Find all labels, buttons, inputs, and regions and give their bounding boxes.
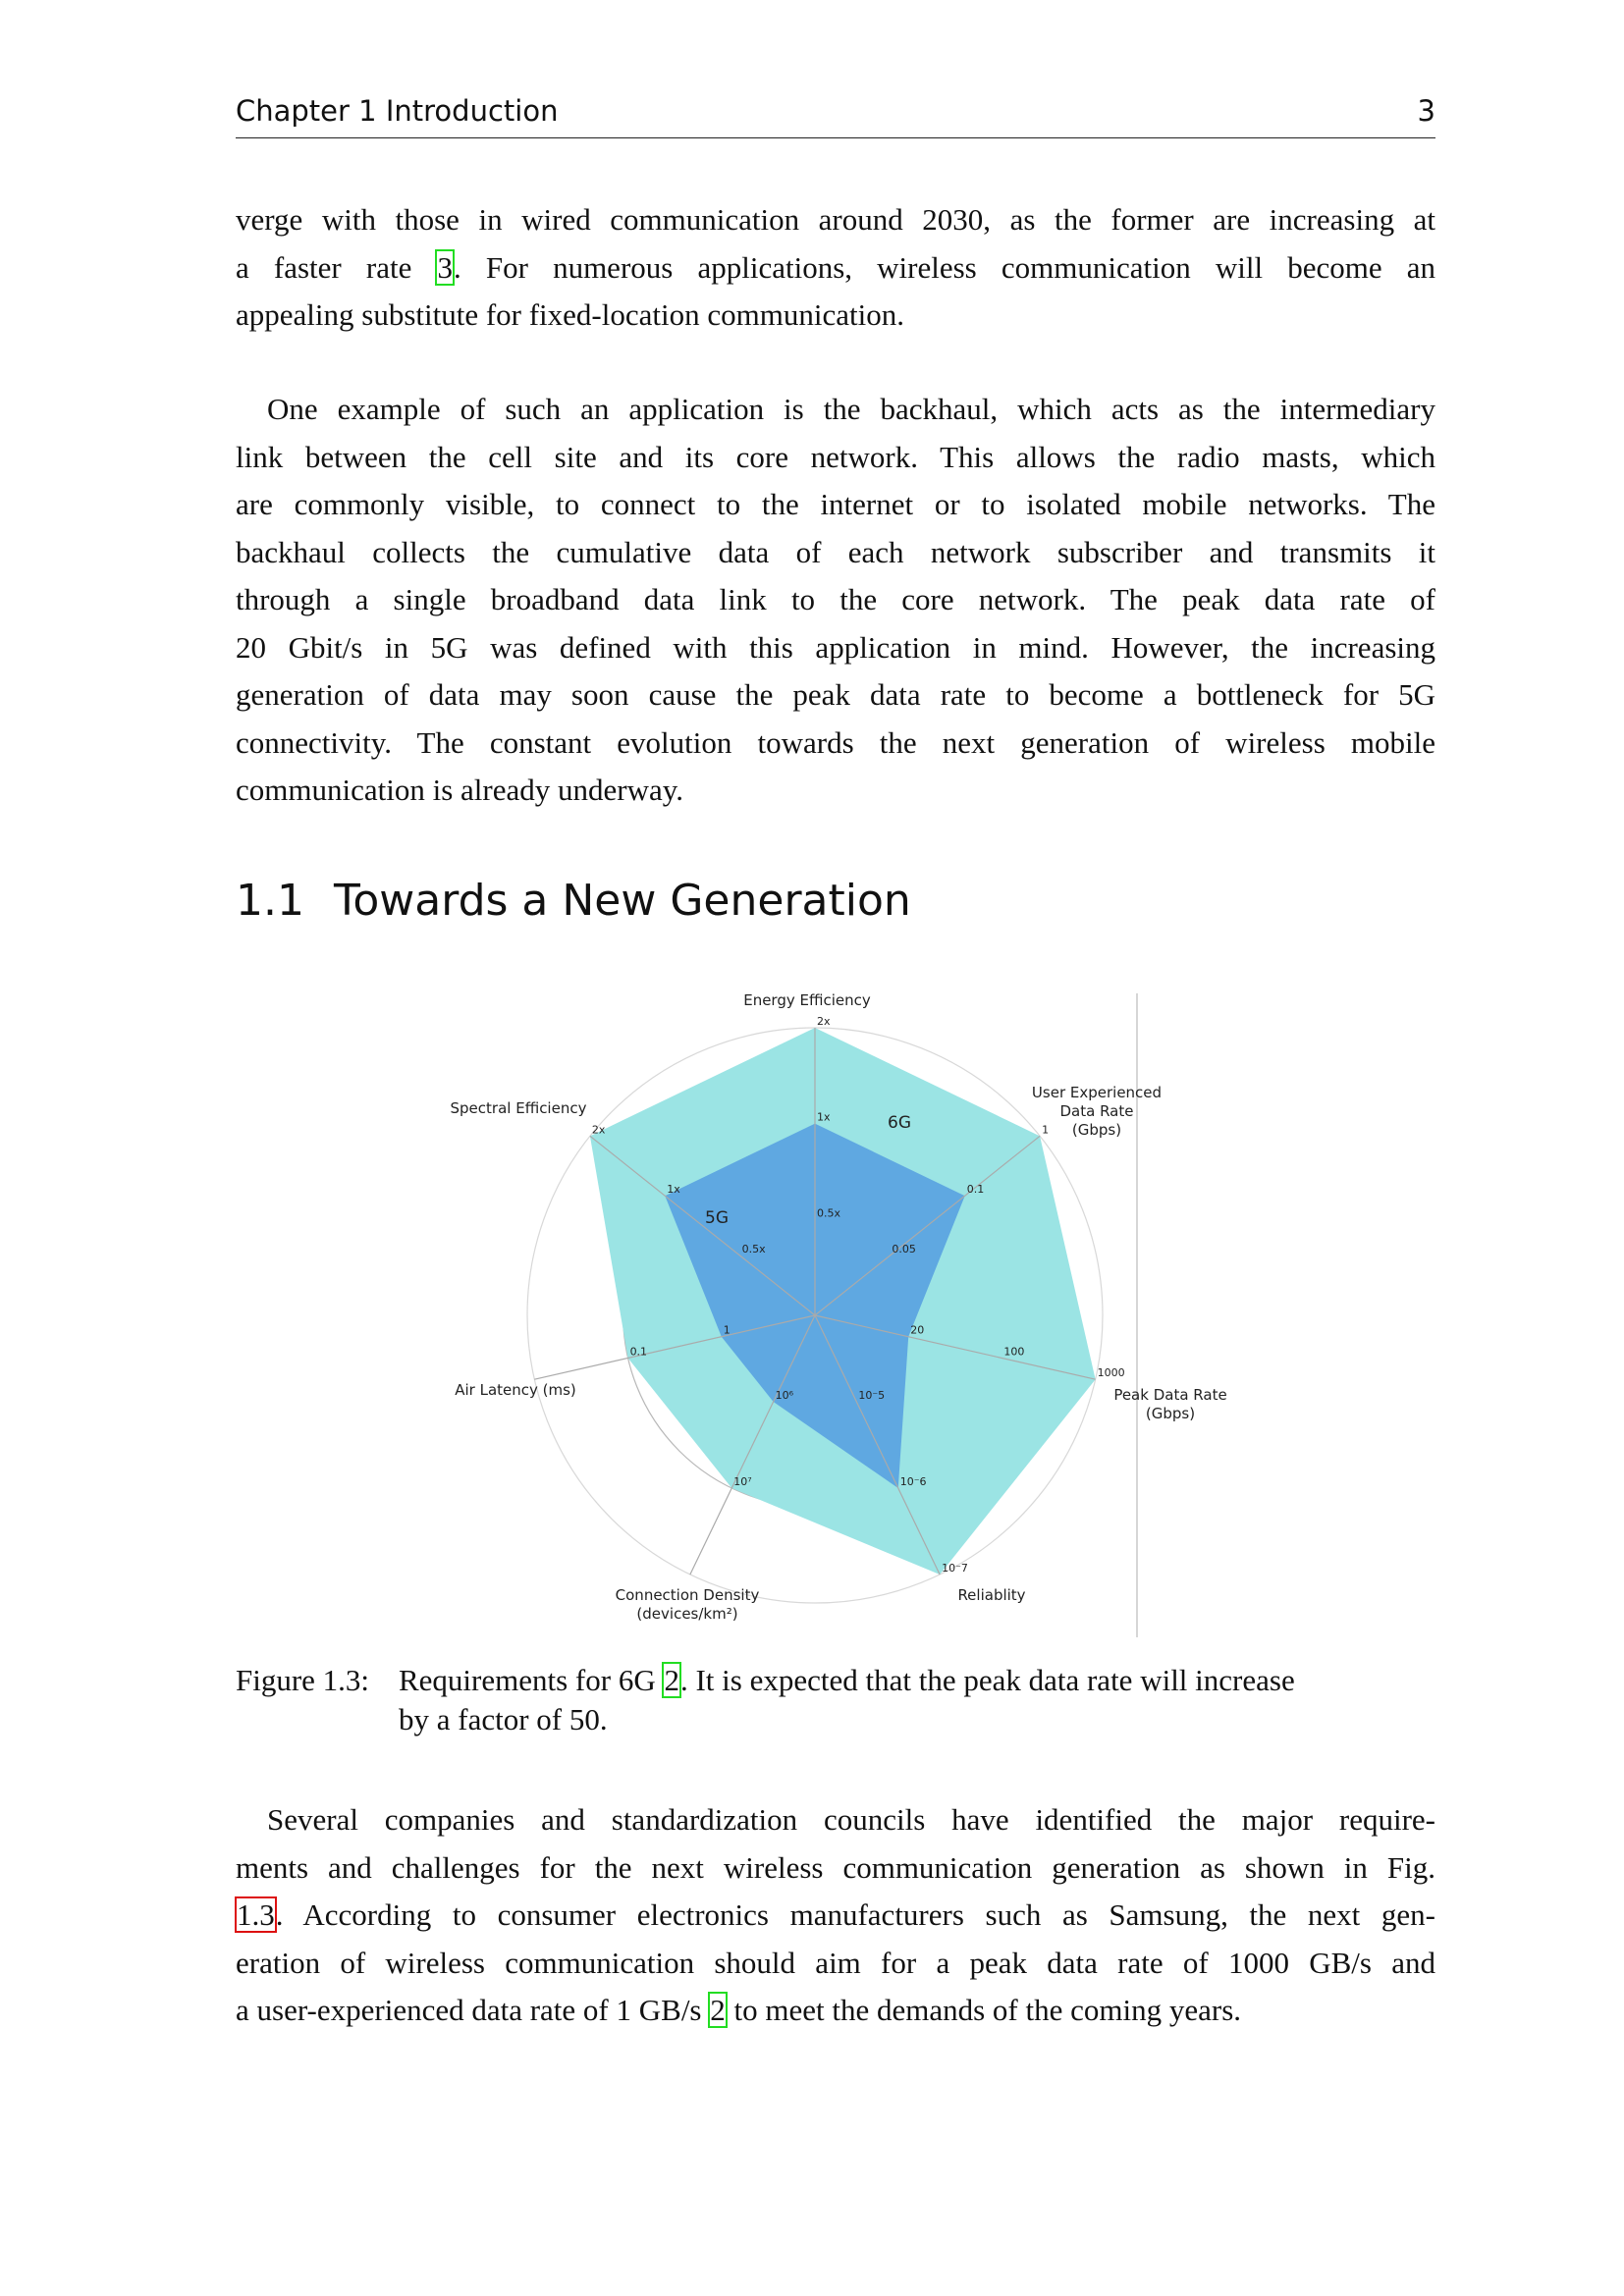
- text: connectivity. The constant evolution towards the next generation of wireless mobile: [236, 724, 1435, 760]
- text: . According to consumer electronics manufacturers such as Samsung, the next gen-: [275, 1897, 1435, 1932]
- chapter-title: Chapter 1 Introduction: [236, 94, 559, 128]
- text-line: [236, 1844, 1435, 1893]
- tick-label: 1: [723, 1323, 731, 1337]
- text-line: [236, 1892, 1435, 1940]
- axis-label-line: Data Rate: [1059, 1102, 1134, 1120]
- text: backhaul collects the cumulative data of each network subscriber and transmits it: [236, 534, 1435, 569]
- tick-label: 10⁻6: [899, 1474, 927, 1488]
- axis-label-line: Spectral Efficiency: [450, 1099, 587, 1117]
- text-line: [236, 1987, 1435, 2035]
- tick-label: 10⁷: [733, 1474, 752, 1488]
- citation-link[interactable]: 2: [710, 1993, 726, 2027]
- text-line: [236, 1796, 1435, 1844]
- axis-label: [1032, 1084, 1162, 1139]
- series-label-6g: 6G: [888, 1113, 911, 1133]
- axis-label: [1113, 1386, 1226, 1422]
- text: generation of data may soon cause the peak data rate to become a bottleneck for 5G: [236, 677, 1435, 712]
- text: link between the cell site and its core network. This allows the radio masts, which: [236, 439, 1435, 474]
- axis-label-line: Air Latency (ms): [455, 1381, 576, 1399]
- axis-label-line: Peak Data Rate: [1113, 1386, 1227, 1404]
- tick-label: 0.1: [629, 1345, 648, 1359]
- page-number: 3: [1417, 94, 1435, 128]
- text: Several companies and standardization councils have identified the major require-: [267, 1802, 1435, 1837]
- text: verge with those in wired communication around 2030, as the former are increasing at: [236, 202, 1435, 237]
- text: communication is already underway.: [236, 773, 683, 807]
- text-line: [236, 1940, 1435, 1988]
- axis-label: [957, 1586, 1025, 1604]
- axis-label: [451, 1099, 587, 1117]
- text: 20 Gbit/s in 5G was defined with this application in mind. However, the increasing: [236, 629, 1435, 665]
- figure-caption: [236, 1661, 1435, 1739]
- figure-reference-link[interactable]: 1.3: [237, 1897, 275, 1932]
- tick-label: 10⁻7: [942, 1561, 968, 1575]
- text: ments and challenges for the next wireless communication generation as shown in Fig.: [236, 1849, 1435, 1885]
- tick-label: 2x: [817, 1015, 831, 1028]
- tick-label: 0.05: [892, 1243, 916, 1256]
- tick-label: 0.5x: [817, 1206, 841, 1220]
- axis-label-line: Energy Efficiency: [743, 991, 871, 1009]
- tick-label: 2x: [591, 1123, 606, 1137]
- tick-label: 10⁻5: [858, 1388, 886, 1402]
- caption-text: . It is expected that the peak data rate will increase: [679, 1663, 1295, 1697]
- caption-text: Requirements for 6G: [399, 1663, 664, 1697]
- tick-label: 1x: [667, 1183, 680, 1197]
- section-number: 1.1: [236, 876, 304, 926]
- citation-link[interactable]: 3: [437, 249, 453, 285]
- axis-label: [455, 1381, 576, 1399]
- paragraph: [236, 1796, 1435, 2035]
- axis-label-line: Connection Density: [615, 1586, 760, 1604]
- text: . For numerous applications, wireless communication will become an: [453, 249, 1436, 285]
- tick-label: 1x: [817, 1110, 831, 1124]
- series-label-5g: 5G: [705, 1208, 729, 1228]
- text: are commonly visible, to connect to the internet or to isolated mobile networks. The: [236, 487, 1435, 521]
- text: a user-experienced data rate of 1 GB/s: [236, 1993, 710, 2027]
- text: through a single broadband data link to the core network. The peak data rate of: [236, 582, 1435, 616]
- tick-label: 0.5x: [741, 1243, 766, 1256]
- tick-label: 20: [910, 1323, 925, 1337]
- tick-label: 1000: [1097, 1366, 1125, 1380]
- axis-label: [743, 991, 871, 1009]
- tick-label: 1: [1042, 1123, 1050, 1137]
- text: a faster rate: [236, 249, 437, 285]
- caption-text: by a factor of 50.: [399, 1702, 608, 1736]
- text: One example of such an application is the backhaul, which acts as the intermediary: [267, 392, 1435, 426]
- text: appealing substitute for fixed-location communication.: [236, 297, 904, 332]
- tick-label: 100: [1003, 1345, 1025, 1359]
- tick-label: 10⁶: [775, 1388, 794, 1402]
- text: to meet the demands of the coming years.: [726, 1993, 1242, 2027]
- tick-label: 0.1: [966, 1183, 985, 1197]
- axis-label-line: User Experienced: [1031, 1084, 1163, 1101]
- axis-label-line: Reliablity: [957, 1586, 1026, 1604]
- citation-link[interactable]: 2: [664, 1663, 679, 1697]
- axis-label-line: (Gbps): [1145, 1405, 1196, 1422]
- axis-label: [616, 1586, 760, 1623]
- axis-label-line: (devices/km²): [636, 1605, 738, 1623]
- section-title: Towards a New Generation: [333, 876, 911, 926]
- text: eration of wireless communication should aim for a peak data rate of 1000 GB/s and: [236, 1945, 1435, 1980]
- caption-label: Figure 1.3:: [236, 1663, 370, 1697]
- axis-label-line: (Gbps): [1071, 1121, 1122, 1139]
